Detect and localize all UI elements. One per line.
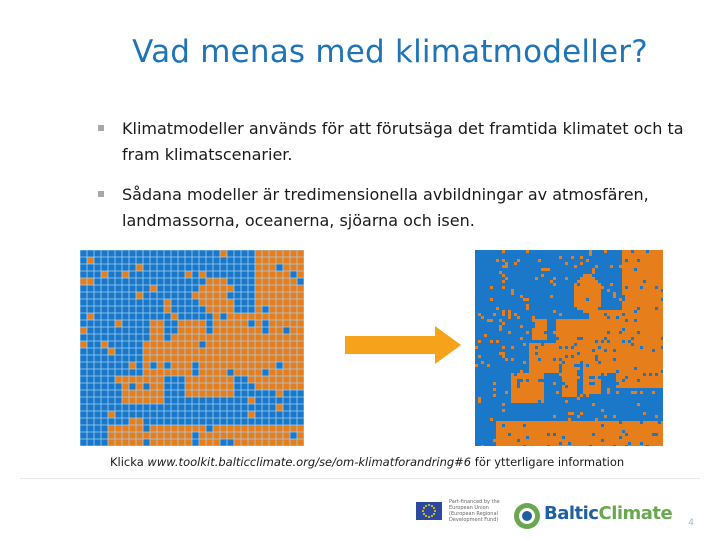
- slide-title: Vad menas med klimatmodeller?: [132, 34, 648, 70]
- footnote: [110, 455, 670, 469]
- footer-divider: [20, 478, 700, 479]
- footnote-prefix: Klicka: [110, 455, 148, 469]
- balticclimate-logo: [512, 496, 720, 536]
- balticclimate-wordmark: BalticClimate: [544, 503, 673, 524]
- eu-funding-text: Part-financed by the European Union (European Regional Development Fund): [449, 499, 500, 523]
- eu-flag-icon: [416, 502, 442, 520]
- right-arrow-icon: [345, 326, 461, 364]
- fine-climate-model-map: [475, 250, 663, 446]
- balticclimate-emblem-icon: [512, 501, 542, 531]
- footnote-link[interactable]: www.toolkit.balticclimate.org/se/om-klimatforandring#6: [147, 455, 472, 469]
- bullet-item: [98, 116, 698, 168]
- coarse-climate-model-map: [80, 250, 304, 446]
- bullet-square-icon: [98, 125, 104, 131]
- bullet-text: Sådana modeller är tredimensionella avbildningar av atmosfären, landmassorna, oceanerna, sjöarna och isen.: [122, 185, 649, 230]
- footnote-suffix: för ytterligare information: [471, 455, 625, 469]
- bullet-list: [98, 116, 698, 248]
- page-number: 4: [688, 518, 694, 528]
- bullet-square-icon: [98, 191, 104, 197]
- bullet-text: Klimatmodeller används för att förutsäga det framtida klimatet och ta fram klimatscenarier.: [122, 119, 684, 164]
- bullet-item: [98, 182, 698, 234]
